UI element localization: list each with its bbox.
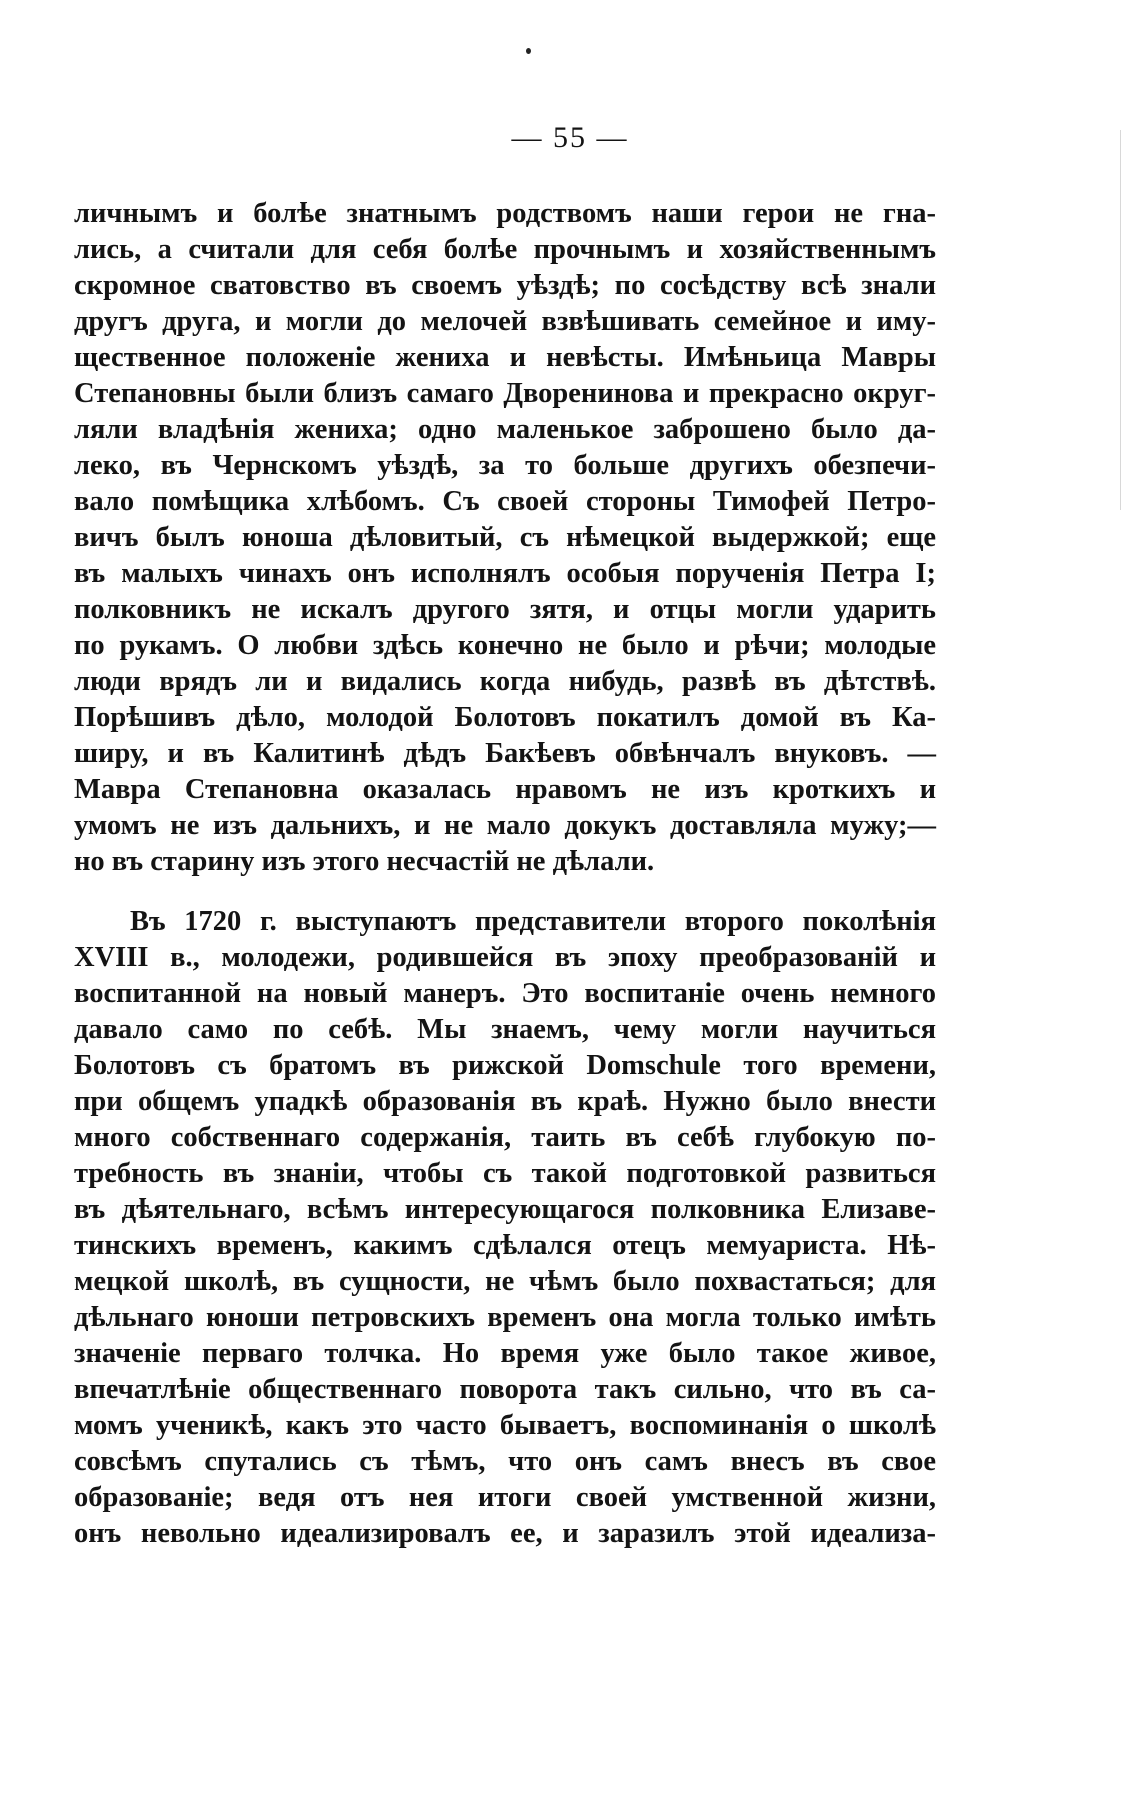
text-line: скромное сватовство въ своемъ уѣздѣ; по сосѣдству всѣ знали (74, 270, 936, 301)
text-line: вичъ былъ юноша дѣловитый, съ нѣмецкой выдержкой; еще (74, 522, 936, 553)
text-line: при общемъ упадкѣ образованія въ краѣ. Нужно было внести (74, 1086, 936, 1117)
text-line: въ малыхъ чинахъ онъ исполнялъ особыя порученія Петра I; (74, 558, 936, 589)
text-line: но въ старину изъ этого несчастій не дѣлали. (74, 846, 655, 877)
text-line: мецкой школѣ, въ сущности, не чѣмъ было похвастаться; для (74, 1266, 936, 1297)
text-line: лись, а считали для себя болѣе прочнымъ и хозяйственнымъ (74, 234, 936, 265)
text-line: образованіе; ведя отъ нея итоги своей умственной жизни, (74, 1482, 936, 1513)
text-line: впечатлѣніе общественнаго поворота такъ сильно, что въ са- (74, 1374, 936, 1405)
text-line: Порѣшивъ дѣло, молодой Болотовъ покатилъ домой въ Ка- (74, 702, 936, 733)
paragraph-1 (74, 196, 936, 880)
paragraph-2 (74, 904, 936, 1552)
text-line: Мавра Степановна оказалась нравомъ не изъ кроткихъ и (74, 774, 936, 805)
text-line: ширу, и въ Калитинѣ дѣдъ Бакѣевъ обвѣнчалъ внуковъ. — (74, 738, 936, 769)
text-line: XVIII в., молодежи, родившейся въ эпоху преобразованій и (74, 942, 936, 973)
text-line: много собственнаго содержанія, таить въ себѣ глубокую по- (74, 1122, 936, 1153)
text-line: полковникъ не искалъ другого зятя, и отцы могли ударить (74, 594, 936, 625)
page-number: — 55 — (511, 121, 629, 154)
text-line: вало помѣщика хлѣбомъ. Съ своей стороны Тимофей Петро- (74, 486, 936, 517)
text-line: совсѣмъ спутались съ тѣмъ, что онъ самъ внесъ въ свое (74, 1446, 936, 1477)
text-line: давало само по себѣ. Мы знаемъ, чему могли научиться (74, 1014, 936, 1045)
text-line: Въ 1720 г. выступаютъ представители второго поколѣнія (130, 906, 936, 937)
text-line: момъ ученикѣ, какъ это часто бываетъ, воспоминанія о школѣ (74, 1410, 936, 1441)
text-line: дѣльнаго юноши петровскихъ временъ она могла только имѣть (74, 1302, 936, 1333)
print-speck (526, 48, 531, 54)
text-line: значеніе перваго толчка. Но время уже было такое живое, (74, 1338, 936, 1369)
text-line: Степановны были близъ самаго Дворенинова и прекрасно округ- (74, 378, 936, 409)
text-line: ляли владѣнія жениха; одно маленькое заброшено было да- (74, 414, 936, 445)
text-line: личнымъ и болѣе знатнымъ родствомъ наши герои не гна- (74, 198, 936, 229)
text-line: щественное положеніе жениха и невѣсты. Имѣньица Мавры (74, 342, 936, 373)
text-line: воспитанной на новый манеръ. Это воспитаніе очень немного (74, 978, 936, 1009)
text-line: тинскихъ временъ, какимъ сдѣлался отецъ мемуариста. Нѣ- (74, 1230, 936, 1261)
text-line: люди врядъ ли и видались когда нибудь, развѣ въ дѣтствѣ. (74, 666, 936, 697)
text-line: леко, въ Чернскомъ уѣздѣ, за то больше другихъ обезпечи- (74, 450, 936, 481)
text-line: Болотовъ съ братомъ въ рижской Domschule того времени, (74, 1050, 936, 1081)
page-edge-shadow (1120, 130, 1121, 510)
text-line: умомъ не изъ дальнихъ, и не мало докукъ доставляла мужу;— (74, 810, 936, 841)
text-line: по рукамъ. О любви здѣсь конечно не было и рѣчи; молодые (74, 630, 936, 661)
text-line: другъ друга, и могли до мелочей взвѣшивать семейное и иму- (74, 306, 936, 337)
text-line: требность въ знаніи, чтобы съ такой подготовкой развиться (74, 1158, 936, 1189)
text-line: въ дѣятельнаго, всѣмъ интересующагося полковника Елизаве- (74, 1194, 936, 1225)
text-line: онъ невольно идеализировалъ ее, и заразилъ этой идеализа- (74, 1518, 936, 1549)
